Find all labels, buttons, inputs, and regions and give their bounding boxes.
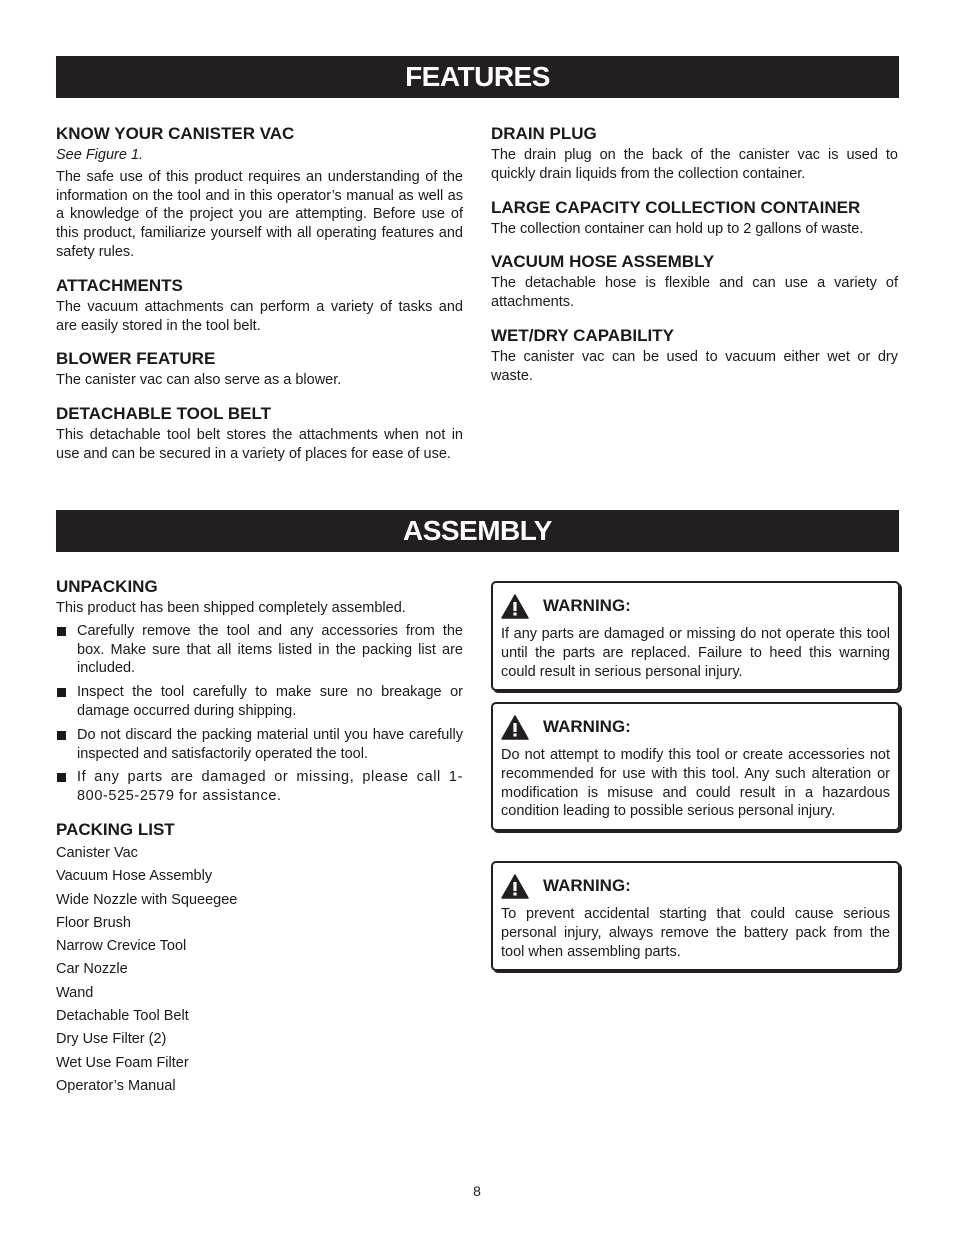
warning-label: WARNING: xyxy=(543,717,631,736)
square-bullet-icon xyxy=(57,688,66,697)
section-body: The canister vac can be used to vacuum either wet or dry waste. xyxy=(491,348,898,384)
list-item: Car Nozzle xyxy=(56,961,128,978)
section-body: The collection container can hold up to 2 gallons of waste. xyxy=(491,220,864,237)
section-heading: PACKING LIST xyxy=(56,819,175,839)
list-item: Do not discard the packing material until you have carefully inspected and satisfactorily operated the tool. xyxy=(56,726,463,764)
list-item: Narrow Crevice Tool xyxy=(56,938,187,955)
section-heading: UNPACKING xyxy=(56,577,158,596)
square-bullet-icon xyxy=(57,731,66,740)
warning-box-battery xyxy=(491,861,900,971)
section-heading: KNOW YOUR CANISTER VAC xyxy=(56,124,295,143)
warning-header xyxy=(501,591,890,621)
section-subheading: See Figure 1. xyxy=(56,147,144,163)
warning-text: To prevent accidental starting that could cause serious personal injury, always remove the battery pack from the tool when assembling parts. xyxy=(501,906,890,960)
section-body: This detachable tool belt stores the attachments when not in use and can be secured in a variety of places for ease of use. xyxy=(56,427,463,462)
wet-dry-section xyxy=(491,325,898,386)
warning-label: WARNING: xyxy=(543,596,631,615)
collection-container-section xyxy=(491,197,898,239)
warning-text: Do not attempt to modify this tool or create accessories not recommended for use with this tool. Any such alteration or modification is misuse and could result in a hazardous condition leading to possible serious personal injury. xyxy=(501,747,890,820)
warning-label: WARNING: xyxy=(543,876,631,895)
section-body: The safe use of this product requires an understanding of the information on the tool and in this operator’s manual as well as a knowledge of the project you are attempting. Before use of this product, familiarize yourself with all operating features and safety rules. xyxy=(56,168,463,260)
vacuum-hose-section xyxy=(491,251,898,312)
list-item: Carefully remove the tool and any accessories from the box. Make sure that all items listed in the packing list are included. xyxy=(56,622,463,678)
list-item: Dry Use Filter (2) xyxy=(56,1031,167,1048)
list-item: Wide Nozzle with Squeegee xyxy=(56,891,238,908)
warning-box-damaged-parts xyxy=(491,581,900,691)
warning-text: If any parts are damaged or missing do not operate this tool until the parts are replaced. Failure to heed this warning could result in serious personal injury. xyxy=(501,626,890,680)
warning-triangle-icon xyxy=(501,874,529,899)
square-bullet-icon xyxy=(57,627,66,636)
section-heading: BLOWER FEATURE xyxy=(56,349,216,369)
unpacking-section xyxy=(56,576,463,806)
section-body: This product has been shipped completely assembled. xyxy=(56,600,406,616)
attachments-section xyxy=(56,275,463,336)
know-your-canister-vac-section xyxy=(56,123,463,262)
list-item: Inspect the tool carefully to make sure no breakage or damage occurred during shipping. xyxy=(56,683,463,721)
warning-box-modification xyxy=(491,702,900,831)
features-banner: FEATURES xyxy=(56,56,899,98)
list-item: Floor Brush xyxy=(56,914,131,931)
list-item: If any parts are damaged or missing, please call 1-800-525-2579 for assistance. xyxy=(56,768,463,806)
packing-list xyxy=(56,842,463,1098)
section-heading: WET/DRY CAPABILITY xyxy=(491,325,674,345)
section-heading: ATTACHMENTS xyxy=(56,275,183,295)
section-body: The vacuum attachments can perform a variety of tasks and are easily stored in the tool belt. xyxy=(56,298,463,334)
list-item: Vacuum Hose Assembly xyxy=(56,868,213,885)
features-left-column xyxy=(56,123,463,477)
section-heading: VACUUM HOSE ASSEMBLY xyxy=(491,252,715,272)
warning-triangle-icon xyxy=(501,715,529,740)
list-item: Wet Use Foam Filter xyxy=(56,1054,189,1071)
section-body: The drain plug on the back of the canister vac is used to quickly drain liquids from the collection container. xyxy=(491,147,898,182)
detachable-tool-belt-section xyxy=(56,403,463,464)
blower-feature-section xyxy=(56,348,463,390)
section-heading: DRAIN PLUG xyxy=(491,124,597,143)
features-right-column xyxy=(491,123,898,399)
section-body: The detachable hose is flexible and can use a variety of attachments. xyxy=(491,275,898,311)
packing-list-section xyxy=(56,819,463,1098)
assembly-left-column xyxy=(56,576,463,1098)
warning-header xyxy=(501,712,890,742)
section-heading: LARGE CAPACITY COLLECTION CONTAINER xyxy=(491,197,861,217)
list-item: Operator’s Manual xyxy=(56,1077,176,1094)
warning-header xyxy=(501,871,890,901)
unpacking-bullet-list xyxy=(56,622,463,806)
section-heading: DETACHABLE TOOL BELT xyxy=(56,404,272,424)
list-item: Canister Vac xyxy=(56,844,138,861)
warning-triangle-icon xyxy=(501,594,529,619)
drain-plug-section xyxy=(491,123,898,184)
square-bullet-icon xyxy=(57,773,66,782)
list-item: Wand xyxy=(56,984,94,1001)
list-item: Detachable Tool Belt xyxy=(56,1008,189,1025)
page-number: 8 xyxy=(473,1183,481,1199)
section-body: The canister vac can also serve as a blower. xyxy=(56,372,342,389)
assembly-banner: ASSEMBLY xyxy=(56,510,899,552)
